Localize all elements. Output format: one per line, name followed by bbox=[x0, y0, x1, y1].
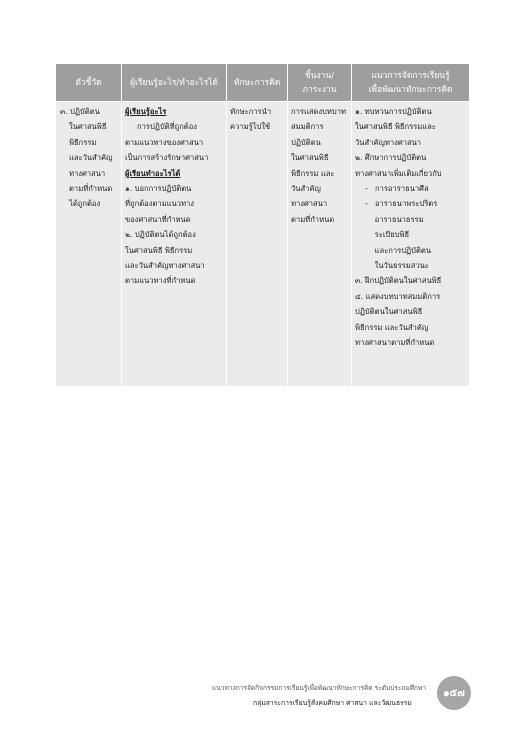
approach-line: - อาราธนาพระปริตร bbox=[365, 199, 438, 209]
lesson-table bbox=[56, 64, 469, 386]
header-workpiece: ชิ้นงาน/ ภาระงาน bbox=[302, 70, 337, 95]
approach-line: อาราธนาธรรม bbox=[365, 214, 424, 224]
learning-line: ที่ถูกต้องตามแนวทาง bbox=[125, 199, 194, 209]
learning-heading: ผู้เรียนรู้อะไร bbox=[125, 107, 167, 116]
work-line: พิธีกรรม และ bbox=[291, 168, 335, 178]
work-line: ในศาสนพิธี bbox=[291, 153, 329, 163]
work-line: ทางศาสนา bbox=[291, 199, 328, 209]
skill-line: ทักษะการนำ bbox=[230, 107, 272, 116]
learning-line: ในศาสนพิธี พิธีกรรม bbox=[125, 245, 193, 255]
approach-line: ปฏิบัติตนในศาสนพิธี bbox=[355, 307, 423, 317]
learning-line: ๒. ปฏิบัติตนได้ถูกต้อง bbox=[125, 230, 196, 240]
approach-line: ระเบียบพิธี bbox=[365, 230, 410, 240]
learning-line: ตามแนวทางที่กำหนด bbox=[125, 276, 196, 286]
header-indicator: ตัวชี้วัด bbox=[75, 77, 102, 88]
approach-cell bbox=[355, 104, 442, 351]
footer-subject-group: กลุ่มสาระการเรียนรู้สังคมศึกษา ศาสนา และวัฒนธรรม bbox=[253, 699, 412, 707]
learning-line: ของศาสนาที่กำหนด bbox=[125, 214, 191, 224]
approach-line: ทางศาสนาตามที่กำหนด bbox=[355, 338, 435, 348]
learning-line: เป็นการสร้างรักษาศาสนา bbox=[125, 153, 209, 163]
table-header bbox=[56, 64, 469, 101]
indicator-line: ๓. ปฏิบัติตน bbox=[60, 107, 100, 116]
approach-line: ๓. ฝึกปฏิบัติตนในศาสนพิธี bbox=[355, 276, 442, 286]
approach-line: - การอาราธนาศีล bbox=[365, 184, 429, 194]
header-learning: ผู้เรียนรู้อะไร/ทำอะไรได้ bbox=[130, 77, 218, 88]
work-line: สมมติการ bbox=[291, 122, 324, 132]
column-divider bbox=[287, 64, 288, 386]
approach-line: ในศาสนพิธี พิธีกรรมและ bbox=[355, 122, 436, 132]
learning-line: ๑. บอกการปฏิบัติตน bbox=[125, 184, 192, 194]
skill-line: ความรู้ไปใช้ bbox=[230, 122, 271, 132]
work-cell bbox=[291, 104, 346, 227]
approach-line: และการปฏิบัติตน bbox=[365, 245, 432, 255]
indicator-line: ทางศาสนา bbox=[69, 168, 106, 178]
work-line: ปฏิบัติตน bbox=[291, 137, 321, 147]
column-divider bbox=[121, 64, 122, 386]
work-line: การแสดงบทบาท bbox=[291, 107, 347, 116]
approach-line: ในวันธรรมสวนะ bbox=[365, 261, 429, 271]
learning-line: ตามแนวทางของศาสนา bbox=[125, 137, 204, 147]
indicator-line: ในศาสนพิธี bbox=[69, 122, 107, 132]
indicator-line: พิธีกรรม bbox=[69, 137, 97, 147]
work-line: วันสำคัญ bbox=[291, 184, 321, 194]
page-number-badge: ๑๕๗ bbox=[437, 676, 471, 710]
column-divider bbox=[226, 64, 227, 386]
indicator-line: ตามที่กำหนด bbox=[69, 184, 113, 194]
learning-line: การปฏิบัติที่ถูกต้อง bbox=[137, 122, 198, 132]
skill-cell bbox=[230, 104, 271, 135]
approach-line: พิธีกรรม และวันสำคัญ bbox=[355, 322, 429, 332]
work-line: ตามที่กำหนด bbox=[291, 214, 335, 224]
column-divider bbox=[351, 64, 352, 386]
learning-heading: ผู้เรียนทำอะไรได้ bbox=[125, 168, 181, 178]
header-thinking-skill: ทักษะการคิด bbox=[233, 77, 281, 88]
approach-line: ๑. ทบทวนการปฏิบัติตน bbox=[355, 107, 432, 116]
learning-cell bbox=[125, 104, 208, 289]
learning-line: และวันสำคัญทางศาสนา bbox=[125, 261, 205, 271]
approach-line: วันสำคัญทางศาสนา bbox=[355, 137, 422, 147]
indicator-line: และวันสำคัญ bbox=[69, 153, 113, 163]
indicator-cell bbox=[60, 104, 113, 212]
indicator-line: ได้ถูกต้อง bbox=[69, 199, 101, 209]
header-divider bbox=[56, 101, 469, 102]
approach-line: ทางศาสนาเพิ่มเติมเกี่ยวกับ bbox=[355, 168, 442, 178]
header-approach: แนวการจัดการเรียนรู้ เพื่อพัฒนาทักษะการคิด bbox=[368, 70, 453, 95]
approach-line: ๒. ศึกษาการปฏิบัติตน bbox=[355, 153, 427, 163]
approach-line: ๔. แสดงบทบาทสมมติการ bbox=[355, 291, 441, 301]
footer-book-title: แนวทางการจัดกิจกรรมการเรียนรู้เพื่อพัฒนาทักษะการคิด ระดับประถมศึกษา bbox=[212, 684, 427, 692]
